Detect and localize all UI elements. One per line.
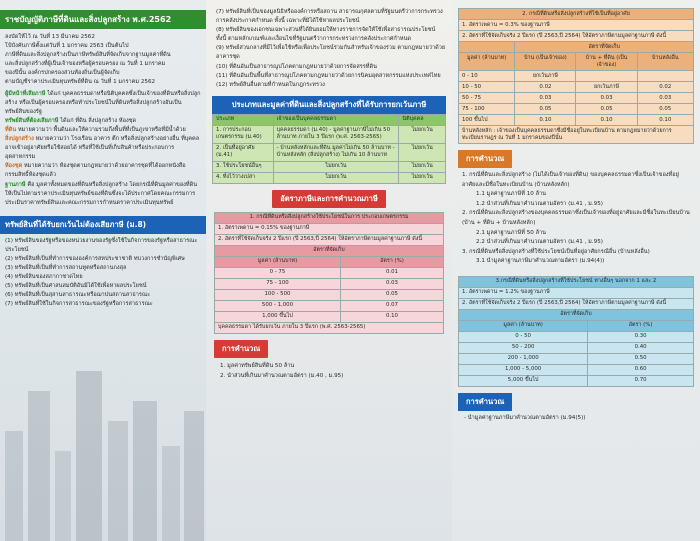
- table-cell: 0 - 75: [215, 267, 341, 278]
- table-cell: 0.05: [515, 104, 576, 115]
- table-footnote: บุคคลธรรมดา ได้รับยกเว้น ภายใน 3 ปีแรก (พ.ศ. 2563-2565): [215, 322, 444, 333]
- calc2-section: [458, 393, 694, 426]
- exempt-list: [0, 237, 206, 310]
- table-cell: 0 - 50: [459, 331, 588, 342]
- types-title: ประเภทและมูลค่าที่ดินและสิ่งปลูกสร้างที่ได้รับการยกเว้นภาษี: [212, 96, 446, 114]
- calc-item: 2.1 มูลค่าฐานภาษีที่ 50 ล้าน: [476, 229, 546, 236]
- table-caption: 1. กรณีที่ดินหรือสิ่งปลูกสร้างใช้ประโยชน์ในการ ประกอบเกษตรกรรม: [215, 212, 444, 223]
- table-cell: 500 - 1,000: [215, 300, 341, 311]
- exempt-item: (5) ทรัพย์สินที่เป็นศาสนสมบัติอันมิได้ใช้เพื่อหาผลประโยชน์: [5, 283, 147, 290]
- table-note: 2. อัตราที่ใช้จัดเก็บจริง 2 ปีแรก (ปี 2563,ปี 2564) ให้อัตราภาษีตามมูลค่าฐานภาษี ดังนี้: [459, 31, 694, 42]
- definition-term: ที่ดิน: [5, 126, 17, 133]
- definition-item: [5, 90, 201, 117]
- definition-term: ห้องชุด: [5, 163, 23, 170]
- definition-text: หมายความว่า โรงเรือน อาคาร ตึก หรือสิ่งปลูกสร้างอย่างอื่น ที่บุคคลอาจเข้าอยู่อาศัยหรือใช้สอยได้ หรือที่ใช้เป็นที่เก็บสินค้าหรือประกอบการอุตสาหกรรม: [5, 136, 200, 161]
- calc-item: 1.1 มูลค่าฐานภาษีที่ 10 ล้าน: [476, 191, 546, 198]
- table-header-cell: นิติบุคคล: [399, 114, 446, 125]
- table-cell: 1. การประกอบเกษตรกรรม (ม.40): [213, 125, 274, 143]
- table-header-cell: บ้าน (เป็นเจ้าของ): [515, 53, 576, 71]
- table-cell: [637, 71, 693, 82]
- table-header-row: [459, 53, 694, 71]
- intro-line: ของปีนั้น องค์กรปกครองส่วนท้องถิ่นเป็นผู้จัดเก็บ: [5, 70, 120, 77]
- table-row: [459, 115, 694, 126]
- calc-item: 2.2 นำส่วนที่เกินมาคำนวณตามอัตรา (ม.41 , ม.95): [476, 239, 603, 246]
- table-cell: ไม่ยกเว้น: [399, 161, 446, 172]
- residential-table: [458, 8, 694, 144]
- intro-line: ภาษีที่ดินและสิ่งปลูกสร้างเป็นภาษีทรัพย์สินที่จัดเก็บจากฐานมูลค่าที่ดิน: [5, 52, 171, 59]
- table-cell: 0.40: [588, 342, 694, 353]
- table-header-cell: อัตรา (%): [340, 256, 443, 267]
- table-header-cell: มูลค่า (ล้านบาท): [459, 53, 515, 71]
- table-group-row: [215, 245, 444, 256]
- types-table: [212, 114, 446, 184]
- table-cell: ยกเว้นภาษี: [515, 71, 576, 82]
- definition-item: [5, 181, 201, 208]
- exempt-continued: [206, 8, 452, 90]
- table-cell: 0.50: [588, 353, 694, 364]
- table-cell: 50 - 75: [459, 93, 515, 104]
- table-cell: 0.10: [637, 115, 693, 126]
- table-row: [459, 375, 694, 386]
- exempt-item: (1) ทรัพย์สินของรัฐหรือของหน่วยงานของรัฐซึ่งใช้ในกิจการของรัฐหรือสาธารณะประโยชน์: [5, 237, 198, 253]
- table-header-cell: เจ้าของเป็นบุคคลธรรมดา: [273, 114, 399, 125]
- table-footnote-row: [215, 322, 444, 333]
- table-group-header: อัตราที่จัดเก็บ: [215, 245, 444, 256]
- table-header-cell: ประเภท: [213, 114, 274, 125]
- column-right: [452, 0, 700, 541]
- table-header-cell: มูลค่า (ล้านบาท): [215, 256, 341, 267]
- exempt-item: (4) ทรัพย์สินของสภากาชาดไทย: [5, 274, 83, 281]
- table-footnote: บ้านหลังหลัก : เจ้าของเป็นบุคคลธรรมดาซึ่งมีชื่ออยู่ในทะเบียนบ้าน ตามกฎหมายว่าด้วยการทะเบียนราษฎร ณ วันที่ 1 มกราคมของปีนั้น: [459, 126, 694, 144]
- table-caption-row: [215, 212, 444, 223]
- exempt-item: (10) ที่ดินอันเป็นสาธารณูปโภคตามกฎหมายว่าด้วยการจัดสรรที่ดิน: [216, 63, 377, 70]
- table-cell: 0.03: [515, 93, 576, 104]
- rate-title: อัตราภาษีและการคำนวณภาษี: [272, 190, 386, 208]
- table-cell: 0.02: [637, 82, 693, 93]
- calc-item: 1.2 นำส่วนที่เกินมาคำนวณตามอัตรา (ม.41 , ม.95): [476, 200, 603, 207]
- table-note: 2. อัตราที่ใช้จัดเก็บจริง 2 ปีแรก (ปี 2563,ปี 2564) ให้อัตราภาษีตามมูลค่าฐานภาษี ดังนี้: [459, 298, 694, 309]
- table-cell: 2. เป็นที่อยู่อาศัย (ม.41): [213, 143, 274, 161]
- table-cell: ไม่ยกเว้น: [273, 161, 399, 172]
- table-row: [459, 353, 694, 364]
- table-cell: 0.60: [588, 364, 694, 375]
- exempt-item: (2) ทรัพย์สินที่เป็นที่ทำการขององค์การสหประชาชาติ ทบวงการชำนัญพิเศษ: [5, 255, 185, 262]
- table-row: [215, 289, 444, 300]
- table-row: [459, 104, 694, 115]
- table-cell: 1,000 - 5,000: [459, 364, 588, 375]
- definition-term: ฐานภาษี: [5, 181, 26, 188]
- table-cell: 10 - 50: [459, 82, 515, 93]
- calc-item: 3. กรณีที่ดินหรือสิ่งปลูกสร้างที่ใช้ประโยชน์เป็นที่อยู่อาศัยกรณีอื่น (บ้านหลังอื่น): [462, 248, 650, 255]
- exempt-item: (12) ทรัพย์สินอื่นตามที่กำหนดในกฎกระทรวง: [216, 81, 325, 88]
- table-note: 1. อัตราเพดาน = 0.15% ของฐานภาษี: [215, 223, 444, 234]
- table-cell: ไม่ยกเว้น: [273, 172, 399, 183]
- table-row: [459, 71, 694, 82]
- table-cell: 3. ใช้ประโยชน์อื่นๆ: [213, 161, 274, 172]
- table-note: 1. อัตราเพดาน = 1.2% ของฐานภาษี: [459, 287, 694, 298]
- table-row: [213, 172, 446, 183]
- intro-line: และสิ่งปลูกสร้างที่ผู้เป็นเจ้าของหรือผู้ครอบครอง ณ วันที่ 1 มกราคม: [5, 61, 166, 68]
- exempt-item: (3) ทรัพย์สินที่เป็นที่ทำการสถานทูตหรือสถานกงสุล: [5, 265, 127, 272]
- table-note-row: [459, 298, 694, 309]
- rate-title-wrap: [206, 190, 452, 208]
- table-row: [459, 342, 694, 353]
- table-note-row: [215, 234, 444, 245]
- definition-text: คือ มูลค่าทั้งหมดของที่ดินหรือสิ่งปลูกสร้าง โดยกรณีที่ดินมูลค่าของที่ดินให้เป็นไปตามราคาประเมินทุนทรัพย์ของที่ดินซึ่งจะได้ประกาศโดยคณะกรรมการประเมินราคาทรัพย์สินและคณะกรรมการกำหนดราคาประเมินทุนทรัพย์: [5, 181, 198, 206]
- exempt-item: (6) ทรัพย์สินที่เป็นสุสานสาธารณะหรือฌาปนสถานสาธารณะ: [5, 292, 151, 299]
- table-cell: 0.02: [515, 82, 576, 93]
- rate-table: [214, 212, 444, 334]
- table-header-row: [215, 256, 444, 267]
- table-cell: 0.03: [637, 93, 693, 104]
- calc-item: 2. กรณีที่ดินและสิ่งปลูกสร้างของบุคคลธรรมดาซึ่งเป็นเจ้าของที่อยู่อาศัยและมีชื่อในทะเบียนบ้าน (บ้าน + ที่ดิน + บ้านหลังหลัก): [462, 210, 690, 226]
- table-cell: บุคคลธรรมดา (ม.40) - มูลค่าฐานภาษีไม่เกิน 50 ล้านบาท ภายใน 3 ปีแรก (พ.ศ. 2563-2565): [273, 125, 399, 143]
- table-cell: ไม่ยกเว้น: [399, 143, 446, 161]
- table-note-row: [459, 31, 694, 42]
- table-cell: 0.01: [340, 267, 443, 278]
- calc-title: การคำนวณ: [458, 150, 512, 168]
- table-cell: 0.05: [637, 104, 693, 115]
- definition-item: [5, 126, 201, 135]
- definition-item: [5, 117, 201, 126]
- definition-text: หมายความว่า พื้นดินและให้ความรวมถึงพื้นที่ที่เป็นภูเขาหรือที่มีน้ำด้วย: [17, 126, 186, 133]
- table-cell: 0.03: [576, 93, 637, 104]
- calc-item: 1. มูลค่าทรัพย์สินที่ดิน 50 ล้าน: [220, 362, 295, 369]
- table-cell: 0.07: [340, 300, 443, 311]
- table-group-header: อัตราที่จัดเก็บ: [459, 309, 694, 320]
- table-cell: 100 ขึ้นไป: [459, 115, 515, 126]
- intro-text: [0, 33, 206, 88]
- table-group-header: อัตราที่จัดเก็บ: [515, 42, 694, 53]
- table-row: [215, 300, 444, 311]
- definition-item: [5, 135, 201, 162]
- intro-line: ตามบัญชีราคาประเมินทุนทรัพย์ที่ดิน ณ วันที่ 1 มกราคม 2562: [5, 79, 156, 86]
- table-header-cell: อัตรา (%): [588, 320, 694, 331]
- table-cell: 0.05: [576, 104, 637, 115]
- table-cell: 75 - 100: [215, 278, 341, 289]
- table-note: 1. อัตราเพดาน = 0.3% ของฐานภาษี: [459, 20, 694, 31]
- table-row: [215, 267, 444, 278]
- table-cell: 0.70: [588, 375, 694, 386]
- table-caption-row: [459, 276, 694, 287]
- calc-list: [458, 168, 694, 270]
- table-cell: 100 - 500: [215, 289, 341, 300]
- table-row: [213, 161, 446, 172]
- table-cell: [576, 71, 637, 82]
- table-cell: 0 - 10: [459, 71, 515, 82]
- intro-line: โบ้บังคับภาษีตั้งแต่วันที่ 1 มกราคม 2563 เป็นต้นไป: [5, 43, 129, 50]
- calc2-title: การคำนวณ: [458, 393, 512, 411]
- other-table-wrap: [458, 276, 694, 387]
- column-left: [0, 0, 206, 541]
- table-note-row: [459, 20, 694, 31]
- table-cell: ไม่ยกเว้น: [399, 125, 446, 143]
- table-footnote-row: [459, 126, 694, 144]
- table-row: [215, 311, 444, 322]
- table-cell: 75 - 100: [459, 104, 515, 115]
- definition-term: ผู้มีหน้าที่เสียภาษี: [5, 90, 46, 97]
- table-caption-row: [459, 9, 694, 20]
- calc-title: การคำนวณ: [214, 340, 268, 358]
- definition-term: ทรัพย์สินที่ต้องเสียภาษี: [5, 117, 59, 124]
- table-row: [459, 93, 694, 104]
- table-header-cell: บ้านหลังอื่น: [637, 53, 693, 71]
- table-note-row: [215, 223, 444, 234]
- res-table-wrap: [458, 8, 694, 144]
- table-cell: ยกเว้นภาษี: [576, 82, 637, 93]
- calc-item: 2. นำส่วนที่เกินมาคำนวณตามอัตรา (ม.40 , ม.95): [220, 372, 344, 379]
- definition-term: สิ่งปลูกสร้าง: [5, 136, 34, 143]
- table-cell: 0.10: [515, 115, 576, 126]
- table-row: [213, 143, 446, 161]
- definitions: [0, 90, 206, 208]
- exempt-item: (11) ที่ดินอันเป็นพื้นที่สาธารณูปโภคตามกฎหมายว่าด้วยการนิคมอุตสาหกรรมแห่งประเทศไทย: [216, 72, 441, 79]
- calc-section: [214, 340, 444, 384]
- table-cell: 1,000 ขึ้นไป: [215, 311, 341, 322]
- table-note: 2. อัตราที่ใช้จัดเก็บจริง 2 ปีแรก (ปี 2563,ปี 2564) ให้อัตราภาษีตามมูลค่าฐานภาษี ดังนี้: [215, 234, 444, 245]
- table-header-row: [213, 114, 446, 125]
- other-use-table: [458, 276, 694, 387]
- table-row: [459, 364, 694, 375]
- intro-line: ลงบัดให้ไว้ ณ วันที่ 13 มีนาคม 2562: [5, 34, 95, 40]
- rate-table-wrap: [214, 212, 444, 334]
- table-cell: - บ้านหลังหลักและที่ดิน มูลค่าไม่เกิน 50 ล้านบาท - บ้านหลังหลัก (สิ่งปลูกสร้าง) ไม่เกิน 10 ล้านบาท: [273, 143, 399, 161]
- table-caption: 3.กรณีที่ดินหรือสิ่งปลูกสร้างที่ใช้ประโยชน์ ทางอื่นๆ นอกจาก 1 และ 2: [459, 276, 694, 287]
- table-group-row: [459, 309, 694, 320]
- table-cell: 4. ทิ้งไว้ว่างเปล่า: [213, 172, 274, 183]
- table-row: [215, 278, 444, 289]
- table-caption: 2. กรณีที่ดินหรือสิ่งปลูกสร้างที่ใช้เป็นที่อยู่อาศัย: [459, 9, 694, 20]
- exempt-title: ทรัพย์สินที่ได้รับยกเว้นไม่ต้องเสียภาษี (ม.8): [0, 216, 206, 234]
- column-middle: [206, 0, 452, 541]
- exempt-item: (7) ทรัพย์สินที่ใช้ในกิจการสาธารณะของรัฐหรือการสาธารณะ: [5, 301, 153, 308]
- exempt-item: (9) ทรัพย์ส่วนกลางที่มีไว้เพื่อใช้หรือเพื่อประโยชน์ร่วมกันสำหรับเจ้าของร่วม ตามกฎหมายว่าด้วยอาคารชุด: [216, 45, 446, 61]
- definition-item: [5, 162, 201, 180]
- table-row: [459, 331, 694, 342]
- calc-section: [458, 150, 694, 270]
- definition-text: ได้แก่ บุคคลธรรมดาหรือนิติบุคคลซึ่งเป็นเจ้าของที่ดินหรือสิ่งปลูกสร้าง หรือเป็นผู้ครอบครองหรือทำประโยชน์ในที่ดินหรือสิ่งปลูกสร้างอันเป็นทรัพย์สินของรัฐ: [5, 90, 201, 115]
- definition-text: หมายความว่า ห้องชุดตามกฎหมายว่าด้วยอาคารชุดที่ได้ออกหนังสือกรรมสิทธิ์ห้องชุดแล้ว: [5, 163, 186, 179]
- exempt-item: (7) ทรัพย์สินที่เป็นของมูลนิธิหรือองค์การหรือสถาน สาธารณกุศลตามที่รัฐมนตรีว่าการกระทรวงการคลังประกาศกำหนด ทั้งนี้ เฉพาะที่มิได้ใช้หาผลประโยชน์: [216, 9, 443, 25]
- table-header-cell: มูลค่า (ล้านบาท): [459, 320, 588, 331]
- table-cell: 0.03: [340, 278, 443, 289]
- table-cell: 0.10: [576, 115, 637, 126]
- skyline-image: [0, 351, 206, 541]
- calc-item: 3.1 นำมูลค่าฐานภาษีมาคำนวณตามอัตรา (ม.94(4)): [476, 258, 605, 265]
- table-note-row: [459, 287, 694, 298]
- table-cell: 200 - 1,000: [459, 353, 588, 364]
- calc-item: 1. กรณีที่ดินและสิ่งปลูกสร้าง (ไม่ได้เป็นเจ้าของที่ดิน) ของบุคคลธรรมดาซึ่งเป็นเจ้าของที่อยู่อาศัยและมีชื่อในทะเบียนบ้าน (บ้านหลังหลัก): [462, 172, 679, 188]
- types-table-wrap: [212, 114, 446, 184]
- table-row: [459, 82, 694, 93]
- calc2-list: [458, 411, 694, 426]
- definition-text: ได้แก่ ที่ดิน สิ่งปลูกสร้าง ห้องชุด: [60, 117, 137, 124]
- table-row: [213, 125, 446, 143]
- calc-list: [214, 358, 444, 384]
- exempt-item: (8) ทรัพย์สินของเอกชนเฉพาะส่วนที่ได้ยินยอมให้ทางราชการจัดให้ใช้เพื่อสาธารณประโยชน์ ทั้งนี้ ตามหลักเกณฑ์และเงื่อนไขที่รัฐมนตรีว่าการกระทรวงการคลังประกาศกำหนด: [216, 27, 436, 43]
- table-header-row: [459, 320, 694, 331]
- table-cell: 5,000 ขึ้นไป: [459, 375, 588, 386]
- table-group-row: [459, 42, 694, 53]
- table-cell: 0.30: [588, 331, 694, 342]
- table-cell: ไม่ยกเว้น: [399, 172, 446, 183]
- table-cell: 50 - 200: [459, 342, 588, 353]
- table-header-cell: บ้าน + ที่ดิน (เป็นเจ้าของ): [576, 53, 637, 71]
- table-cell: 0.10: [340, 311, 443, 322]
- calc-item: - นำมูลค่าฐานภาษีมาคำนวณตามอัตรา (ม.94(5)): [464, 414, 586, 421]
- table-cell: 0.05: [340, 289, 443, 300]
- law-title: ราชบัญญัติภาษีที่ดินและสิ่งปลูกสร้าง พ.ศ.2562: [0, 10, 206, 29]
